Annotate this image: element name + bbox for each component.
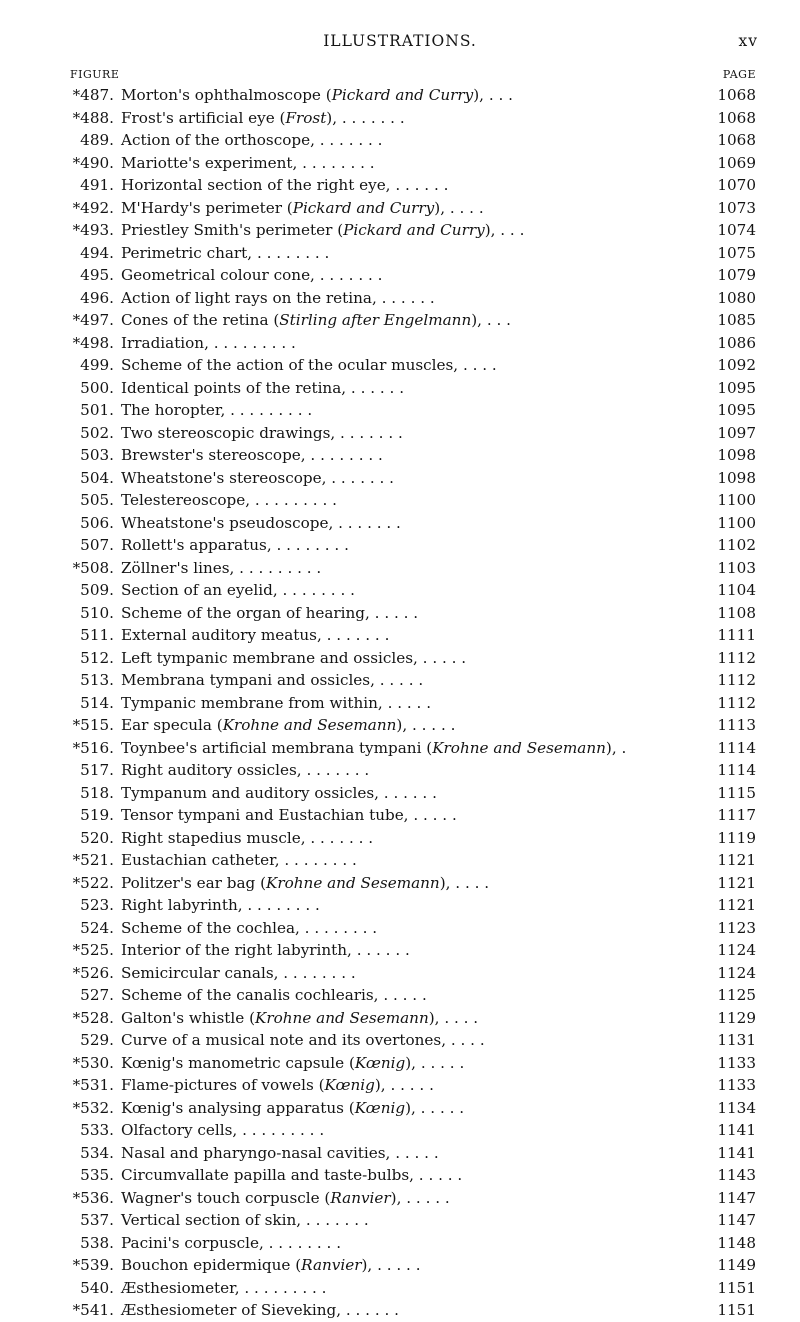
figure-number: *490. bbox=[72, 153, 114, 172]
figure-caption: Flame-pictures of vowels (Kœnig), . . . . . bbox=[121, 1076, 434, 1094]
figure-number: *539. bbox=[72, 1256, 114, 1274]
figure-number: 512. bbox=[80, 648, 114, 667]
page-reference: 1085 bbox=[717, 311, 756, 329]
caption-source: Kœnig bbox=[324, 1076, 375, 1094]
figure-number: *487. bbox=[72, 86, 114, 104]
list-item bbox=[66, 579, 756, 602]
list-item bbox=[66, 1209, 756, 1232]
caption-source: Frost bbox=[285, 108, 327, 127]
figure-caption: Pacini's corpuscle, . . . . . . . . bbox=[121, 1233, 342, 1252]
figure-caption: Action of the orthoscope, . . . . . . . bbox=[121, 131, 383, 149]
page-reference: 1108 bbox=[717, 603, 756, 622]
figure-number: *532. bbox=[72, 1098, 114, 1117]
page-reference: 1149 bbox=[717, 1256, 756, 1274]
page-reference: 1079 bbox=[717, 266, 756, 284]
figure-number: *530. bbox=[72, 1053, 114, 1072]
figure-caption: Action of light rays on the retina, . . . . . . bbox=[121, 288, 435, 307]
figure-caption: Ear specula (Krohne and Sesemann), . . . . . bbox=[121, 716, 456, 734]
list-item bbox=[66, 152, 756, 175]
caption-source: Krohne and Sesemann bbox=[255, 1008, 429, 1027]
page-title: ILLUSTRATIONS. bbox=[323, 32, 477, 50]
figure-caption: M'Hardy's perimeter (Pickard and Curry), . . . . bbox=[121, 198, 484, 217]
page-reference: 1100 bbox=[717, 513, 756, 532]
list-item bbox=[66, 287, 756, 310]
list-item bbox=[66, 84, 756, 107]
figure-caption: Politzer's ear bag (Krohne and Sesemann), . . . . bbox=[121, 873, 490, 892]
page-reference: 1075 bbox=[717, 243, 756, 262]
figure-caption: Brewster's stereoscope, . . . . . . . . bbox=[121, 446, 383, 464]
figure-number: 523. bbox=[80, 896, 114, 914]
figure-number: 537. bbox=[80, 1211, 114, 1229]
figure-caption: Toynbee's artificial membrana tympani (Krohne and Sesemann), . bbox=[121, 738, 627, 757]
figure-number: 527. bbox=[80, 986, 114, 1004]
figure-caption: Zöllner's lines, . . . . . . . . . bbox=[121, 558, 322, 577]
figure-number: 505. bbox=[80, 491, 114, 509]
figure-number: 489. bbox=[80, 131, 114, 149]
list-item bbox=[66, 759, 756, 782]
figure-caption: Olfactory cells, . . . . . . . . . bbox=[121, 1121, 325, 1139]
page-reference: 1070 bbox=[717, 176, 756, 194]
list-item bbox=[66, 984, 756, 1007]
figure-number: 534. bbox=[80, 1143, 114, 1162]
figure-number: 520. bbox=[80, 828, 114, 847]
list-item bbox=[66, 624, 756, 647]
figure-number: *536. bbox=[72, 1188, 114, 1207]
list-item bbox=[66, 602, 756, 625]
caption-source: Krohne and Sesemann bbox=[432, 738, 606, 757]
figure-caption: Scheme of the action of the ocular muscles, . . . . bbox=[121, 356, 497, 374]
figure-number: 504. bbox=[80, 468, 114, 487]
figure-number: 494. bbox=[80, 243, 114, 262]
figure-caption: The horopter, . . . . . . . . . bbox=[121, 401, 313, 419]
list-item bbox=[66, 737, 756, 760]
page-column-heading: PAGE bbox=[722, 68, 756, 81]
figure-number: *525. bbox=[72, 941, 114, 959]
list-item bbox=[66, 107, 756, 130]
page-reference: 1112 bbox=[717, 648, 756, 667]
list-item bbox=[66, 197, 756, 220]
page-reference: 1141 bbox=[717, 1143, 756, 1162]
figure-caption: Rollett's apparatus, . . . . . . . . bbox=[121, 536, 349, 554]
figure-number: 500. bbox=[80, 378, 114, 397]
page-reference: 1114 bbox=[717, 738, 756, 757]
figure-caption: Scheme of the organ of hearing, . . . . . bbox=[121, 603, 419, 622]
figure-caption: Left tympanic membrane and ossicles, . . . . . bbox=[121, 648, 467, 667]
list-item bbox=[66, 1007, 756, 1030]
figure-number: 524. bbox=[80, 918, 114, 937]
list-item bbox=[66, 219, 756, 242]
figure-number: 511. bbox=[80, 626, 114, 644]
figure-caption: Priestley Smith's perimeter (Pickard and Curry), . . . bbox=[121, 221, 525, 239]
page-reference: 1098 bbox=[717, 446, 756, 464]
list-item bbox=[66, 827, 756, 850]
figure-number: 495. bbox=[80, 266, 114, 284]
page-reference: 1115 bbox=[717, 783, 756, 802]
figure-caption: Frost's artificial eye (Frost), . . . . . . . bbox=[121, 108, 405, 127]
list-item bbox=[66, 399, 756, 422]
figure-caption: Tympanic membrane from within, . . . . . bbox=[121, 693, 432, 712]
list-item bbox=[66, 917, 756, 940]
figure-caption: Kœnig's manometric capsule (Kœnig), . . . . . bbox=[121, 1053, 465, 1072]
figure-caption: Two stereoscopic drawings, . . . . . . . bbox=[121, 423, 403, 442]
list-item bbox=[66, 1074, 756, 1097]
list-item bbox=[66, 939, 756, 962]
list-item bbox=[66, 534, 756, 557]
page-reference: 1068 bbox=[717, 131, 756, 149]
list-item bbox=[66, 1029, 756, 1052]
figure-number: 501. bbox=[80, 401, 114, 419]
figure-number: *497. bbox=[72, 311, 114, 329]
figure-number: *508. bbox=[72, 558, 114, 577]
figure-number: *526. bbox=[72, 963, 114, 982]
figure-number: *541. bbox=[72, 1301, 114, 1319]
list-item bbox=[66, 1164, 756, 1187]
list-item bbox=[66, 354, 756, 377]
list-item bbox=[66, 309, 756, 332]
list-item bbox=[66, 872, 756, 895]
list-item bbox=[66, 849, 756, 872]
figure-caption: Bouchon epidermique (Ranvier), . . . . . bbox=[121, 1256, 421, 1274]
figure-caption: Kœnig's analysing apparatus (Kœnig), . . . . . bbox=[121, 1098, 465, 1117]
figure-caption: Æsthesiometer of Sieveking, . . . . . . bbox=[121, 1301, 399, 1319]
page-reference: 1102 bbox=[717, 536, 756, 554]
figure-number: 513. bbox=[80, 671, 114, 689]
list-item bbox=[66, 377, 756, 400]
list-item bbox=[66, 444, 756, 467]
caption-source: Pickard and Curry bbox=[343, 221, 485, 239]
figure-caption: Tympanum and auditory ossicles, . . . . . . bbox=[121, 783, 437, 802]
page-reference: 1112 bbox=[717, 693, 756, 712]
figure-caption: Eustachian catheter, . . . . . . . . bbox=[121, 851, 357, 869]
figure-number: *493. bbox=[72, 221, 114, 239]
list-item bbox=[66, 489, 756, 512]
figure-caption: Section of an eyelid, . . . . . . . . bbox=[121, 581, 355, 599]
page-reference: 1143 bbox=[717, 1166, 756, 1184]
list-item bbox=[66, 1232, 756, 1255]
figure-caption: Horizontal section of the right eye, . . . . . . bbox=[121, 176, 449, 194]
list-item bbox=[66, 782, 756, 805]
page-reference: 1073 bbox=[717, 198, 756, 217]
figure-caption: Membrana tympani and ossicles, . . . . . bbox=[121, 671, 424, 689]
figure-caption: Curve of a musical note and its overtones, . . . . bbox=[121, 1031, 485, 1049]
page-reference: 1129 bbox=[717, 1008, 756, 1027]
figure-column-heading: FIGURE bbox=[70, 68, 120, 81]
figure-caption: Morton's ophthalmoscope (Pickard and Curry), . . . bbox=[121, 86, 513, 104]
figure-caption: Vertical section of skin, . . . . . . . bbox=[121, 1211, 369, 1229]
figure-number: 529. bbox=[80, 1031, 114, 1049]
caption-source: Pickard and Curry bbox=[331, 86, 474, 104]
figure-caption: Æsthesiometer, . . . . . . . . . bbox=[121, 1278, 327, 1297]
page-reference: 1092 bbox=[717, 356, 756, 374]
page-reference: 1123 bbox=[717, 918, 756, 937]
list-item bbox=[66, 557, 756, 580]
page-reference: 1119 bbox=[717, 828, 756, 847]
page-reference: 1097 bbox=[717, 423, 756, 442]
list-item bbox=[66, 669, 756, 692]
page-reference: 1124 bbox=[717, 963, 756, 982]
figure-caption: Right auditory ossicles, . . . . . . . bbox=[121, 761, 370, 779]
figure-number: 538. bbox=[80, 1233, 114, 1252]
page-reference: 1112 bbox=[717, 671, 756, 689]
page-reference: 1121 bbox=[717, 851, 756, 869]
page-reference: 1121 bbox=[717, 873, 756, 892]
figure-number: 517. bbox=[80, 761, 114, 779]
list-item bbox=[66, 512, 756, 535]
list-item bbox=[66, 1187, 756, 1210]
page-reference: 1147 bbox=[717, 1188, 756, 1207]
page-reference: 1111 bbox=[717, 626, 756, 644]
figure-caption: Wheatstone's stereoscope, . . . . . . . bbox=[121, 468, 394, 487]
figure-number: 506. bbox=[80, 513, 114, 532]
page-number: xv bbox=[738, 32, 758, 50]
page-reference: 1121 bbox=[717, 896, 756, 914]
list-item bbox=[66, 422, 756, 445]
page-reference: 1080 bbox=[717, 288, 756, 307]
figure-caption: Nasal and pharyngo-nasal cavities, . . . . . bbox=[121, 1143, 439, 1162]
figure-number: 540. bbox=[80, 1278, 114, 1297]
list-item bbox=[66, 962, 756, 985]
page-reference: 1113 bbox=[717, 716, 756, 734]
figure-number: 499. bbox=[80, 356, 114, 374]
list-item bbox=[66, 1142, 756, 1165]
figure-caption: Tensor tympani and Eustachian tube, . . . . . bbox=[121, 806, 457, 824]
page-reference: 1114 bbox=[717, 761, 756, 779]
list-item bbox=[66, 1097, 756, 1120]
page-reference: 1134 bbox=[717, 1098, 756, 1117]
figure-caption: Perimetric chart, . . . . . . . . bbox=[121, 243, 330, 262]
page-reference: 1068 bbox=[717, 86, 756, 104]
figure-caption: Irradiation, . . . . . . . . . bbox=[121, 333, 296, 352]
list-item bbox=[66, 1119, 756, 1142]
page-reference: 1125 bbox=[717, 986, 756, 1004]
figure-caption: Identical points of the retina, . . . . . . bbox=[121, 378, 405, 397]
list-item bbox=[66, 332, 756, 355]
page-reference: 1086 bbox=[717, 333, 756, 352]
figure-number: 507. bbox=[80, 536, 114, 554]
figure-caption: Wheatstone's pseudoscope, . . . . . . . bbox=[121, 513, 401, 532]
page-reference: 1133 bbox=[717, 1053, 756, 1072]
figure-caption: Scheme of the canalis cochlearis, . . . . . bbox=[121, 986, 427, 1004]
figure-number: 519. bbox=[80, 806, 114, 824]
figure-number: *498. bbox=[72, 333, 114, 352]
figure-number: *515. bbox=[72, 716, 114, 734]
figure-number: *528. bbox=[72, 1008, 114, 1027]
caption-source: Krohne and Sesemann bbox=[266, 873, 440, 892]
figure-number: *488. bbox=[72, 108, 114, 127]
list-item bbox=[66, 1254, 756, 1277]
list-item bbox=[66, 129, 756, 152]
figure-caption: Scheme of the cochlea, . . . . . . . . bbox=[121, 918, 378, 937]
figure-number: 491. bbox=[80, 176, 114, 194]
figure-caption: Wagner's touch corpuscle (Ranvier), . . . . . bbox=[121, 1188, 450, 1207]
figure-number: *521. bbox=[72, 851, 114, 869]
illustrations-list bbox=[66, 84, 756, 1322]
page-reference: 1103 bbox=[717, 558, 756, 577]
page-reference: 1147 bbox=[717, 1211, 756, 1229]
figure-number: 514. bbox=[80, 693, 114, 712]
page-reference: 1151 bbox=[717, 1278, 756, 1297]
page-reference: 1095 bbox=[717, 401, 756, 419]
figure-caption: Circumvallate papilla and taste-bulbs, . . . . . bbox=[121, 1166, 463, 1184]
page-reference: 1074 bbox=[717, 221, 756, 239]
page-reference: 1104 bbox=[717, 581, 756, 599]
page-reference: 1133 bbox=[717, 1076, 756, 1094]
figure-number: *522. bbox=[72, 873, 114, 892]
figure-caption: Galton's whistle (Krohne and Sesemann), . . . . bbox=[121, 1008, 479, 1027]
figure-caption: Right labyrinth, . . . . . . . . bbox=[121, 896, 320, 914]
figure-number: *492. bbox=[72, 198, 114, 217]
list-item bbox=[66, 174, 756, 197]
caption-source: Ranvier bbox=[301, 1256, 362, 1274]
figure-caption: Mariotte's experiment, . . . . . . . . bbox=[121, 153, 375, 172]
caption-source: Stirling after Engelmann bbox=[279, 311, 472, 329]
figure-number: 510. bbox=[80, 603, 114, 622]
figure-number: 535. bbox=[80, 1166, 114, 1184]
list-item bbox=[66, 714, 756, 737]
figure-caption: Telestereoscope, . . . . . . . . . bbox=[121, 491, 337, 509]
list-item bbox=[66, 264, 756, 287]
page-reference: 1148 bbox=[717, 1233, 756, 1252]
list-item bbox=[66, 1052, 756, 1075]
figure-caption: External auditory meatus, . . . . . . . bbox=[121, 626, 390, 644]
list-item bbox=[66, 242, 756, 265]
running-head bbox=[0, 30, 800, 54]
page-reference: 1124 bbox=[717, 941, 756, 959]
figure-caption: Semicircular canals, . . . . . . . . bbox=[121, 963, 356, 982]
page-reference: 1095 bbox=[717, 378, 756, 397]
page-reference: 1141 bbox=[717, 1121, 756, 1139]
figure-number: 533. bbox=[80, 1121, 114, 1139]
page-reference: 1100 bbox=[717, 491, 756, 509]
page-reference: 1068 bbox=[717, 108, 756, 127]
page-reference: 1131 bbox=[717, 1031, 756, 1049]
figure-caption: Geometrical colour cone, . . . . . . . bbox=[121, 266, 383, 284]
list-item bbox=[66, 692, 756, 715]
list-item bbox=[66, 804, 756, 827]
figure-number: 503. bbox=[80, 446, 114, 464]
figure-number: 502. bbox=[80, 423, 114, 442]
list-item bbox=[66, 894, 756, 917]
list-item bbox=[66, 647, 756, 670]
list-item bbox=[66, 467, 756, 490]
page-reference: 1069 bbox=[717, 153, 756, 172]
figure-caption: Interior of the right labyrinth, . . . . . . bbox=[121, 941, 410, 959]
figure-caption: Cones of the retina (Stirling after Engelmann), . . . bbox=[121, 311, 511, 329]
figure-number: *531. bbox=[72, 1076, 114, 1094]
figure-caption: Right stapedius muscle, . . . . . . . bbox=[121, 828, 374, 847]
caption-source: Kœnig bbox=[354, 1053, 406, 1072]
figure-number: 518. bbox=[80, 783, 114, 802]
caption-source: Kœnig bbox=[354, 1098, 406, 1117]
list-item bbox=[66, 1299, 756, 1322]
page-reference: 1098 bbox=[717, 468, 756, 487]
page-reference: 1117 bbox=[717, 806, 756, 824]
figure-number: 496. bbox=[80, 288, 114, 307]
figure-number: 509. bbox=[80, 581, 114, 599]
figure-number: *516. bbox=[72, 738, 114, 757]
caption-source: Krohne and Sesemann bbox=[222, 716, 397, 734]
caption-source: Pickard and Curry bbox=[292, 198, 435, 217]
caption-source: Ranvier bbox=[330, 1188, 391, 1207]
page-reference: 1151 bbox=[717, 1301, 756, 1319]
